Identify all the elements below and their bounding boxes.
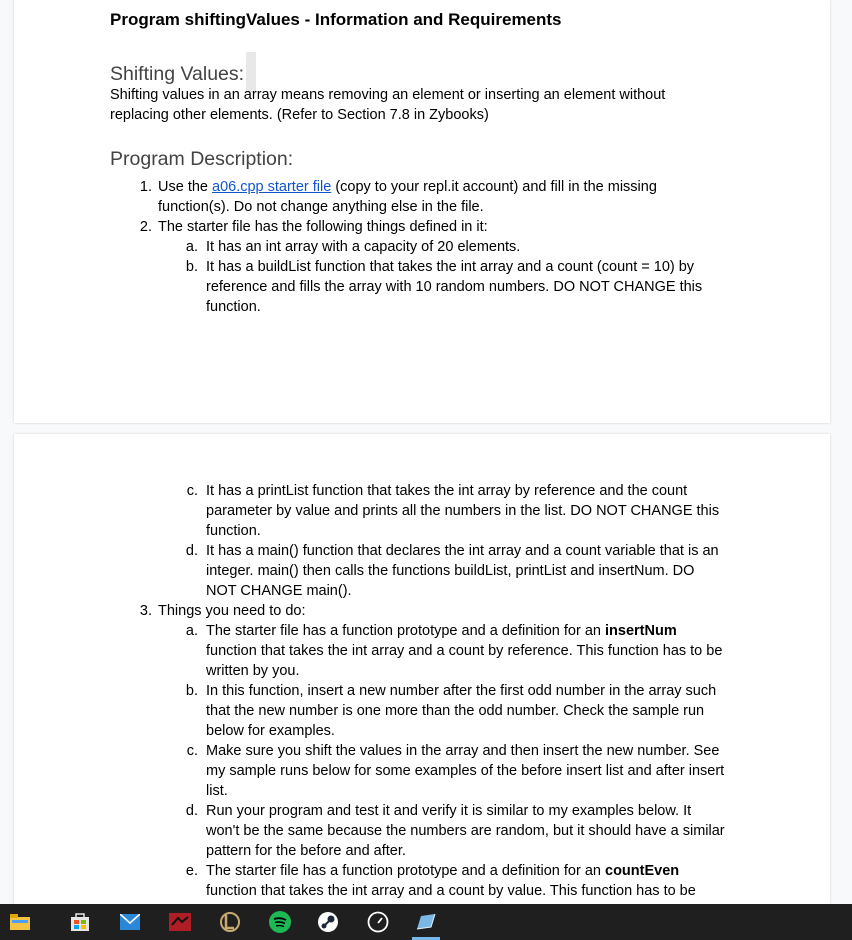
steam-icon[interactable] (316, 910, 340, 934)
list-item-3: 3. Things you need to do: (139, 603, 306, 619)
list-item-1: 1. Use the a06.cpp starter file (copy to your repl.it account) and fill in the missing function(s). Do not change anything else in the file. (139, 179, 657, 215)
store-icon[interactable] (68, 910, 92, 934)
shifting-values-description: Shifting values in an array means removing an element or inserting an element without replacing other elements. (Refer to Section 7.8 in Zybooks) (110, 87, 666, 123)
list-item-3b: b. In this function, insert a new number after the first odd number in the array such that the new number is one more than the odd number. Check the sample run below for examples. (185, 683, 717, 739)
list-item-3c: c. Make sure you shift the values in the array and then insert the new number. See my sample runs below for some examples of the before insert list and after insert list. (186, 743, 725, 799)
document-page-2 (14, 434, 830, 904)
list-item-2c: c. It has a printList function that takes the int array by reference and the count parameter by value and prints all the numbers in the list. DO NOT CHANGE this function. (186, 483, 720, 539)
list-item-2d: d. It has a main() function that declares the int array and a count variable that is an integer. main() then calls the functions buildList, printList and insertNum. DO NOT CHANGE main(). (185, 543, 719, 599)
list-item-3d: d. Run your program and test it and verify it is similar to my examples below. It won't be the same because the numbers are random, but it should have a similar pattern for the before and after. (185, 803, 725, 859)
app-icon[interactable] (414, 910, 438, 934)
heading-program-description: Program Description: (110, 148, 294, 170)
list-item-2: 2. The starter file has the following things defined in it: (139, 219, 488, 235)
file-explorer-icon[interactable] (8, 910, 32, 934)
speedometer-icon[interactable] (366, 910, 390, 934)
list-item-2a: a. It has an int array with a capacity of 20 elements. (185, 239, 521, 255)
starter-file-link[interactable]: a06.cpp starter file (212, 179, 332, 195)
mail-icon[interactable] (118, 910, 142, 934)
spotify-icon[interactable] (268, 910, 292, 934)
game-icon[interactable] (168, 910, 192, 934)
league-icon[interactable] (218, 910, 242, 934)
list-item-2b: b. It has a buildList function that takes the int array and a count (count = 10) by reference and fills the array with 10 random numbers. DO NOT CHANGE this function. (185, 259, 703, 315)
list-item-3a: a. The starter file has a function prototype and a definition for an insertNum function that takes the int array and a count by reference. This function has to be written by you. (185, 623, 723, 679)
heading-shifting-values: Shifting Values: (110, 55, 256, 95)
document-title: Program shiftingValues - Information and Requirements (110, 10, 562, 29)
document-page-1 (14, 0, 830, 423)
list-item-3e: e. The starter file has a function prototype and a definition for an countEven function that takes the int array and a count by value. This function has to be (185, 863, 696, 899)
taskbar (0, 904, 852, 940)
